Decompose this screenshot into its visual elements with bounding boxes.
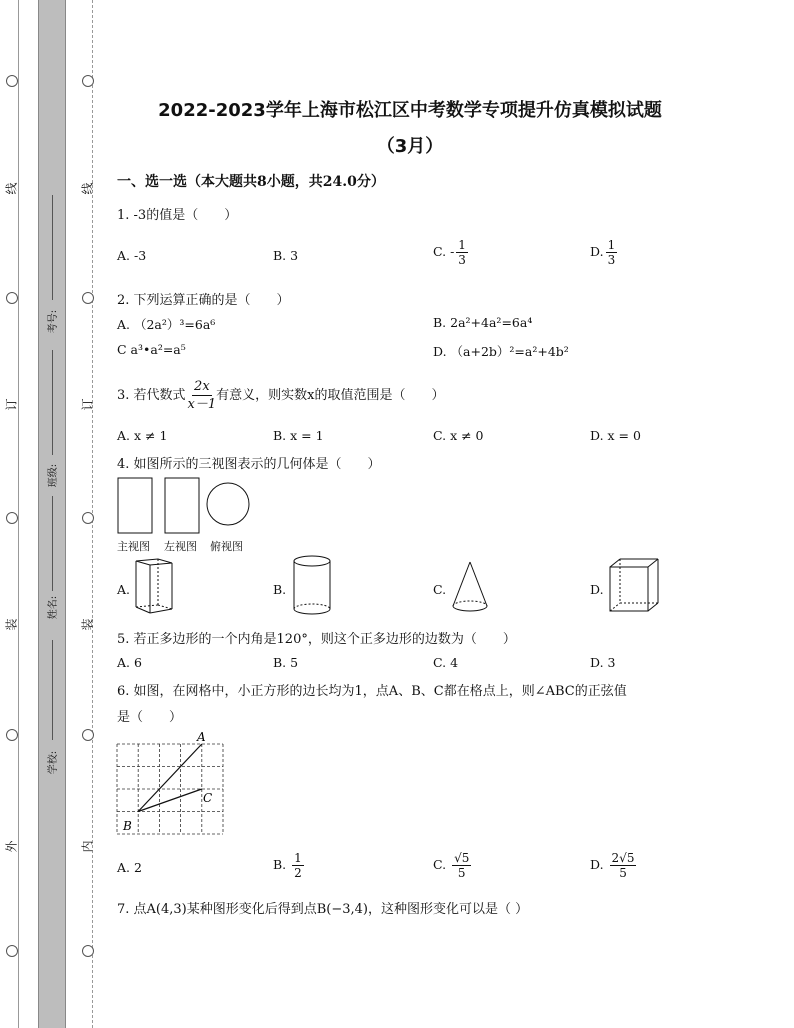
question-4-stem: 4. 如图所示的三视图表示的几何体是（ ）: [117, 457, 381, 472]
field-label-name: 姓名:: [48, 595, 60, 620]
q6-option-d-fraction: [610, 851, 637, 880]
caption-top-view: 俯视图: [210, 540, 243, 553]
question-2-stem: 2. 下列运算正确的是（ ）: [117, 293, 290, 308]
q3-option-b[interactable]: B. x = 1: [273, 428, 324, 443]
fraction-denominator: 5: [619, 866, 627, 880]
q1-option-d-fraction: [606, 238, 618, 267]
q6-option-b[interactable]: [273, 851, 304, 880]
q6-option-b-prefix: B.: [273, 857, 287, 872]
cylinder-icon: [292, 555, 334, 617]
q6-option-a[interactable]: A. 2: [117, 860, 142, 875]
paper-subtitle: （3月）: [376, 136, 444, 157]
q4-option-a[interactable]: A.: [117, 582, 131, 597]
binding-hole: [82, 512, 94, 524]
margin-label-inner: 装: [80, 618, 95, 631]
q2-option-c[interactable]: C a³•a²=a⁵: [117, 342, 186, 357]
q5-option-c[interactable]: C. 4: [433, 655, 459, 670]
cuboid-icon: [608, 557, 660, 615]
segment-ba: [138, 744, 202, 812]
binding-hole: [82, 945, 94, 957]
fraction-denominator: x－1: [187, 397, 217, 412]
question-7-stem: 7. 点A(4,3)某种图形变化后得到点B(−3,4)，这种图形变化可以是（ ）: [117, 902, 529, 917]
class-field[interactable]: [52, 350, 53, 455]
margin-label-outer: 线: [4, 182, 19, 195]
margin-outer-rule: [18, 0, 19, 1028]
question-3-stem: [117, 378, 445, 413]
binding-hole: [82, 75, 94, 87]
margin-label-inner: 订: [80, 398, 95, 411]
fraction-numerator: 1: [294, 851, 302, 865]
q1-option-a[interactable]: A. -3: [117, 248, 147, 263]
fraction-numerator: 1: [607, 238, 616, 252]
three-view-figure: [117, 477, 257, 537]
q3-option-c[interactable]: C. x ≠ 0: [433, 428, 484, 443]
q1-option-c-prefix: C. -: [433, 244, 455, 259]
q5-option-d[interactable]: D. 3: [590, 655, 616, 670]
paper-title: 2022-2023学年上海市松江区中考数学专项提升仿真模拟试题: [158, 100, 662, 121]
q6-option-d-prefix: D.: [590, 857, 604, 872]
q4-option-c[interactable]: C.: [433, 582, 447, 597]
side-view-rect: [165, 478, 199, 533]
fraction-numerator: 2√5: [611, 851, 635, 865]
q5-option-b[interactable]: B. 5: [273, 655, 299, 670]
fraction-numerator: 2x: [194, 379, 210, 394]
q6-option-c[interactable]: [433, 851, 471, 880]
q4-option-d[interactable]: D.: [590, 582, 604, 597]
question-5-stem: 5. 若正多边形的一个内角是120°，则这个正多边形的边数为（ ）: [117, 632, 516, 647]
q3-stem-prefix: 3. 若代数式: [117, 388, 186, 403]
q3-option-a[interactable]: A. x ≠ 1: [117, 428, 168, 443]
caption-side-view: 左视图: [164, 540, 197, 553]
binding-hole: [6, 75, 18, 87]
fraction-denominator: 3: [458, 253, 466, 267]
q3-fraction: [188, 378, 217, 413]
q3-option-d[interactable]: D. x = 0: [590, 428, 641, 443]
binding-hole: [82, 292, 94, 304]
q1-option-c[interactable]: [433, 238, 468, 267]
q1-option-d-prefix: D.: [590, 244, 604, 259]
front-view-rect: [118, 478, 152, 533]
margin-label-outer: 外: [4, 840, 19, 853]
segment-bc: [138, 789, 202, 812]
section-heading: 一、选一选（本大题共8小题，共24.0分）: [117, 174, 385, 190]
binding-hole: [6, 945, 18, 957]
question-6-stem-line2: 是（ ）: [117, 710, 183, 725]
question-1-stem: 1. -3的值是（ ）: [117, 208, 238, 223]
question-6-stem-line1: 6. 如图，在网格中，小正方形的边长均为1，点A、B、C都在格点上，则∠ABC的正弦值: [117, 684, 627, 699]
q2-option-b[interactable]: B. 2a²+4a²=6a⁴: [433, 315, 533, 330]
field-label-school: 学校:: [48, 750, 60, 775]
exam-number-field[interactable]: [52, 195, 53, 300]
q2-option-d[interactable]: D. （a+2b）²=a²+4b²: [433, 344, 569, 359]
q1-option-d[interactable]: [590, 238, 617, 267]
margin-label-outer: 装: [4, 618, 19, 631]
school-field[interactable]: [52, 640, 53, 740]
binding-hole: [6, 729, 18, 741]
binding-hole: [82, 729, 94, 741]
margin-label-inner: 线: [80, 182, 95, 195]
q1-option-b[interactable]: B. 3: [273, 248, 299, 263]
q6-option-c-prefix: C.: [433, 857, 447, 872]
fraction-numerator: 1: [458, 238, 466, 252]
point-label-a: A: [197, 730, 206, 744]
q6-option-d[interactable]: [590, 851, 636, 880]
q6-option-c-fraction: [452, 851, 471, 880]
margin-label-inner: 内: [80, 840, 95, 853]
q5-option-a[interactable]: A. 6: [117, 655, 142, 670]
q1-option-c-fraction: [456, 238, 468, 267]
caption-front-view: 主视图: [117, 540, 150, 553]
binding-hole: [6, 292, 18, 304]
name-field[interactable]: [52, 496, 53, 591]
fraction-denominator: 2: [294, 866, 302, 880]
cone-icon: [450, 560, 492, 616]
q4-option-b[interactable]: B.: [273, 582, 287, 597]
triangular-prism-icon: [134, 557, 176, 615]
top-view-circle: [207, 483, 249, 525]
q2-option-a[interactable]: A. （2a²）³=6a⁶: [117, 317, 216, 332]
fraction-numerator: √5: [454, 851, 470, 865]
q6-option-b-fraction: [292, 851, 304, 880]
binding-hole: [6, 512, 18, 524]
q3-stem-suffix: 有意义，则实数x的取值范围是（ ）: [216, 388, 445, 403]
point-label-b: B: [123, 819, 132, 833]
grid-figure: [117, 730, 225, 836]
field-label-class: 班级:: [48, 463, 60, 488]
fraction-denominator: 3: [607, 253, 616, 267]
margin-label-outer: 订: [4, 398, 19, 411]
fraction-denominator: 5: [457, 866, 466, 880]
field-label-exam-number: 考号:: [48, 309, 60, 334]
point-label-c: C: [203, 791, 213, 805]
